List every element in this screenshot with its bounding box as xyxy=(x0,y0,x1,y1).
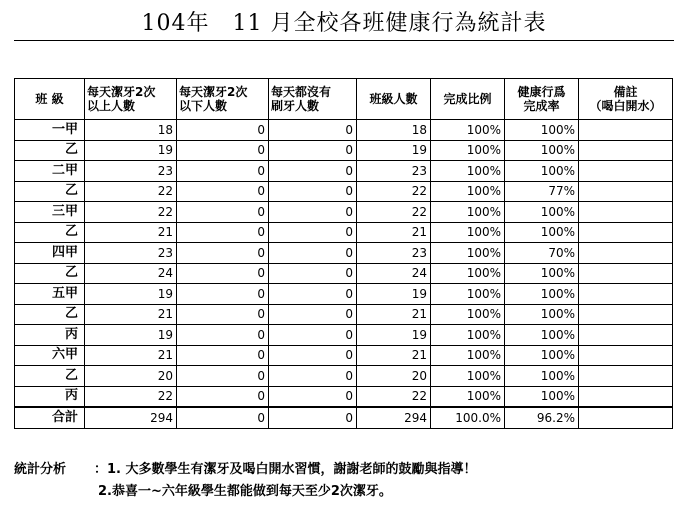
table-row xyxy=(15,386,673,407)
cell-brush-twice-or-more: 22 xyxy=(85,202,177,223)
cell-class: 乙 xyxy=(15,304,85,325)
cell-no-brushing: 0 xyxy=(269,345,357,366)
cell-brush-less-than-twice: 0 xyxy=(177,161,269,182)
cell-health-completion-rate: 100% xyxy=(505,263,579,284)
cell-no-brushing: 0 xyxy=(269,243,357,264)
cell-completion-ratio: 100% xyxy=(431,386,505,407)
cell-health-completion-rate: 100% xyxy=(505,120,579,141)
table-row xyxy=(15,202,673,223)
cell-class-size: 20 xyxy=(357,366,431,387)
cell-no-brushing: 0 xyxy=(269,407,357,428)
cell-completion-ratio: 100% xyxy=(431,366,505,387)
cell-completion-ratio: 100% xyxy=(431,304,505,325)
cell-class: 六甲 xyxy=(15,345,85,366)
cell-class-size: 19 xyxy=(357,140,431,161)
cell-class-size: 21 xyxy=(357,222,431,243)
cell-class: 乙 xyxy=(15,140,85,161)
cell-class-size: 18 xyxy=(357,120,431,141)
table-row xyxy=(15,222,673,243)
cell-completion-ratio: 100% xyxy=(431,284,505,305)
cell-remarks xyxy=(579,366,673,387)
cell-class: 四甲 xyxy=(15,243,85,264)
cell-class-size: 22 xyxy=(357,202,431,223)
table-row xyxy=(15,263,673,284)
cell-completion-ratio: 100% xyxy=(431,181,505,202)
analysis-note-1: ：1. 大多數學生有潔牙及喝白開水習慣，謝謝老師的鼓勵與指導！ xyxy=(94,462,477,477)
cell-remarks xyxy=(579,120,673,141)
cell-class-size: 23 xyxy=(357,243,431,264)
table-header-row xyxy=(15,79,673,120)
cell-class-size: 22 xyxy=(357,386,431,407)
cell-completion-ratio: 100% xyxy=(431,345,505,366)
cell-brush-twice-or-more: 20 xyxy=(85,366,177,387)
cell-remarks xyxy=(579,181,673,202)
cell-class: 一甲 xyxy=(15,120,85,141)
table-row xyxy=(15,366,673,387)
cell-no-brushing: 0 xyxy=(269,161,357,182)
cell-brush-less-than-twice: 0 xyxy=(177,304,269,325)
cell-health-completion-rate: 100% xyxy=(505,325,579,346)
cell-class: 丙 xyxy=(15,386,85,407)
cell-remarks xyxy=(579,161,673,182)
cell-class: 二甲 xyxy=(15,161,85,182)
table-row xyxy=(15,120,673,141)
cell-no-brushing: 0 xyxy=(269,181,357,202)
cell-no-brushing: 0 xyxy=(269,263,357,284)
header-no-brushing: 每天都沒有 刷牙人數 xyxy=(269,79,357,120)
cell-brush-less-than-twice: 0 xyxy=(177,284,269,305)
table-row xyxy=(15,140,673,161)
cell-remarks xyxy=(579,243,673,264)
cell-brush-twice-or-more: 21 xyxy=(85,345,177,366)
cell-no-brushing: 0 xyxy=(269,386,357,407)
cell-health-completion-rate: 70% xyxy=(505,243,579,264)
cell-brush-less-than-twice: 0 xyxy=(177,325,269,346)
cell-brush-twice-or-more: 24 xyxy=(85,263,177,284)
cell-health-completion-rate: 100% xyxy=(505,140,579,161)
cell-completion-ratio: 100% xyxy=(431,120,505,141)
cell-remarks xyxy=(579,345,673,366)
cell-remarks xyxy=(579,202,673,223)
cell-health-completion-rate: 100% xyxy=(505,222,579,243)
table-row xyxy=(15,304,673,325)
cell-class: 合計 xyxy=(15,407,85,428)
table-row xyxy=(15,181,673,202)
analysis-label: 統計分析 xyxy=(14,462,67,477)
title-underline xyxy=(14,40,674,41)
cell-remarks xyxy=(579,304,673,325)
cell-brush-twice-or-more: 22 xyxy=(85,181,177,202)
cell-completion-ratio: 100% xyxy=(431,140,505,161)
cell-completion-ratio: 100.0% xyxy=(431,407,505,428)
cell-completion-ratio: 100% xyxy=(431,222,505,243)
cell-class: 丙 xyxy=(15,325,85,346)
cell-no-brushing: 0 xyxy=(269,202,357,223)
cell-brush-twice-or-more: 23 xyxy=(85,161,177,182)
cell-health-completion-rate: 100% xyxy=(505,161,579,182)
page-title: 104年 11 月全校各班健康行為統計表 xyxy=(141,11,547,36)
cell-no-brushing: 0 xyxy=(269,120,357,141)
cell-health-completion-rate: 77% xyxy=(505,181,579,202)
cell-brush-less-than-twice: 0 xyxy=(177,222,269,243)
cell-completion-ratio: 100% xyxy=(431,325,505,346)
cell-brush-less-than-twice: 0 xyxy=(177,120,269,141)
cell-class: 乙 xyxy=(15,181,85,202)
cell-brush-twice-or-more: 294 xyxy=(85,407,177,428)
cell-remarks xyxy=(579,222,673,243)
cell-remarks xyxy=(579,386,673,407)
cell-class: 三甲 xyxy=(15,202,85,223)
header-class: 班 級 xyxy=(15,79,85,120)
cell-class: 乙 xyxy=(15,222,85,243)
cell-class-size: 294 xyxy=(357,407,431,428)
cell-class-size: 22 xyxy=(357,181,431,202)
cell-completion-ratio: 100% xyxy=(431,161,505,182)
cell-remarks xyxy=(579,140,673,161)
header-class-size: 班級人數 xyxy=(357,79,431,120)
cell-brush-less-than-twice: 0 xyxy=(177,386,269,407)
cell-remarks xyxy=(579,407,673,428)
cell-health-completion-rate: 100% xyxy=(505,284,579,305)
cell-remarks xyxy=(579,325,673,346)
cell-health-completion-rate: 100% xyxy=(505,202,579,223)
cell-class: 五甲 xyxy=(15,284,85,305)
cell-health-completion-rate: 96.2% xyxy=(505,407,579,428)
table-body xyxy=(15,120,673,429)
cell-brush-less-than-twice: 0 xyxy=(177,140,269,161)
header-remarks: 備註 （喝白開水） xyxy=(579,79,673,120)
cell-remarks xyxy=(579,263,673,284)
cell-brush-twice-or-more: 19 xyxy=(85,325,177,346)
table-row xyxy=(15,325,673,346)
statistics-table xyxy=(14,78,673,429)
cell-health-completion-rate: 100% xyxy=(505,366,579,387)
table-row xyxy=(15,345,673,366)
cell-brush-twice-or-more: 21 xyxy=(85,304,177,325)
cell-completion-ratio: 100% xyxy=(431,202,505,223)
table-row xyxy=(15,284,673,305)
cell-health-completion-rate: 100% xyxy=(505,304,579,325)
cell-class: 乙 xyxy=(15,263,85,284)
cell-class: 乙 xyxy=(15,366,85,387)
cell-brush-twice-or-more: 21 xyxy=(85,222,177,243)
header-health-completion-rate: 健康行爲 完成率 xyxy=(505,79,579,120)
cell-brush-less-than-twice: 0 xyxy=(177,263,269,284)
table-total-row xyxy=(15,407,673,428)
cell-no-brushing: 0 xyxy=(269,140,357,161)
cell-class-size: 21 xyxy=(357,304,431,325)
cell-brush-twice-or-more: 19 xyxy=(85,284,177,305)
cell-brush-less-than-twice: 0 xyxy=(177,366,269,387)
cell-no-brushing: 0 xyxy=(269,325,357,346)
cell-health-completion-rate: 100% xyxy=(505,345,579,366)
cell-no-brushing: 0 xyxy=(269,366,357,387)
cell-brush-less-than-twice: 0 xyxy=(177,407,269,428)
cell-brush-less-than-twice: 0 xyxy=(177,243,269,264)
cell-brush-less-than-twice: 0 xyxy=(177,181,269,202)
cell-class-size: 24 xyxy=(357,263,431,284)
cell-completion-ratio: 100% xyxy=(431,243,505,264)
cell-completion-ratio: 100% xyxy=(431,263,505,284)
header-brush-less-than-twice: 每天潔牙2次 以下人數 xyxy=(177,79,269,120)
table-row xyxy=(15,243,673,264)
cell-health-completion-rate: 100% xyxy=(505,386,579,407)
cell-brush-twice-or-more: 19 xyxy=(85,140,177,161)
header-completion-ratio: 完成比例 xyxy=(431,79,505,120)
cell-brush-twice-or-more: 18 xyxy=(85,120,177,141)
cell-brush-less-than-twice: 0 xyxy=(177,345,269,366)
cell-class-size: 19 xyxy=(357,325,431,346)
analysis-note-2: 2.恭喜一~六年級學生都能做到每天至少2次潔牙。 xyxy=(98,484,392,499)
table-row xyxy=(15,161,673,182)
cell-brush-twice-or-more: 23 xyxy=(85,243,177,264)
header-brush-twice-or-more: 每天潔牙2次 以上人數 xyxy=(85,79,177,120)
cell-no-brushing: 0 xyxy=(269,304,357,325)
cell-brush-twice-or-more: 22 xyxy=(85,386,177,407)
cell-remarks xyxy=(579,284,673,305)
cell-no-brushing: 0 xyxy=(269,222,357,243)
cell-no-brushing: 0 xyxy=(269,284,357,305)
cell-class-size: 19 xyxy=(357,284,431,305)
cell-class-size: 21 xyxy=(357,345,431,366)
cell-brush-less-than-twice: 0 xyxy=(177,202,269,223)
cell-class-size: 23 xyxy=(357,161,431,182)
